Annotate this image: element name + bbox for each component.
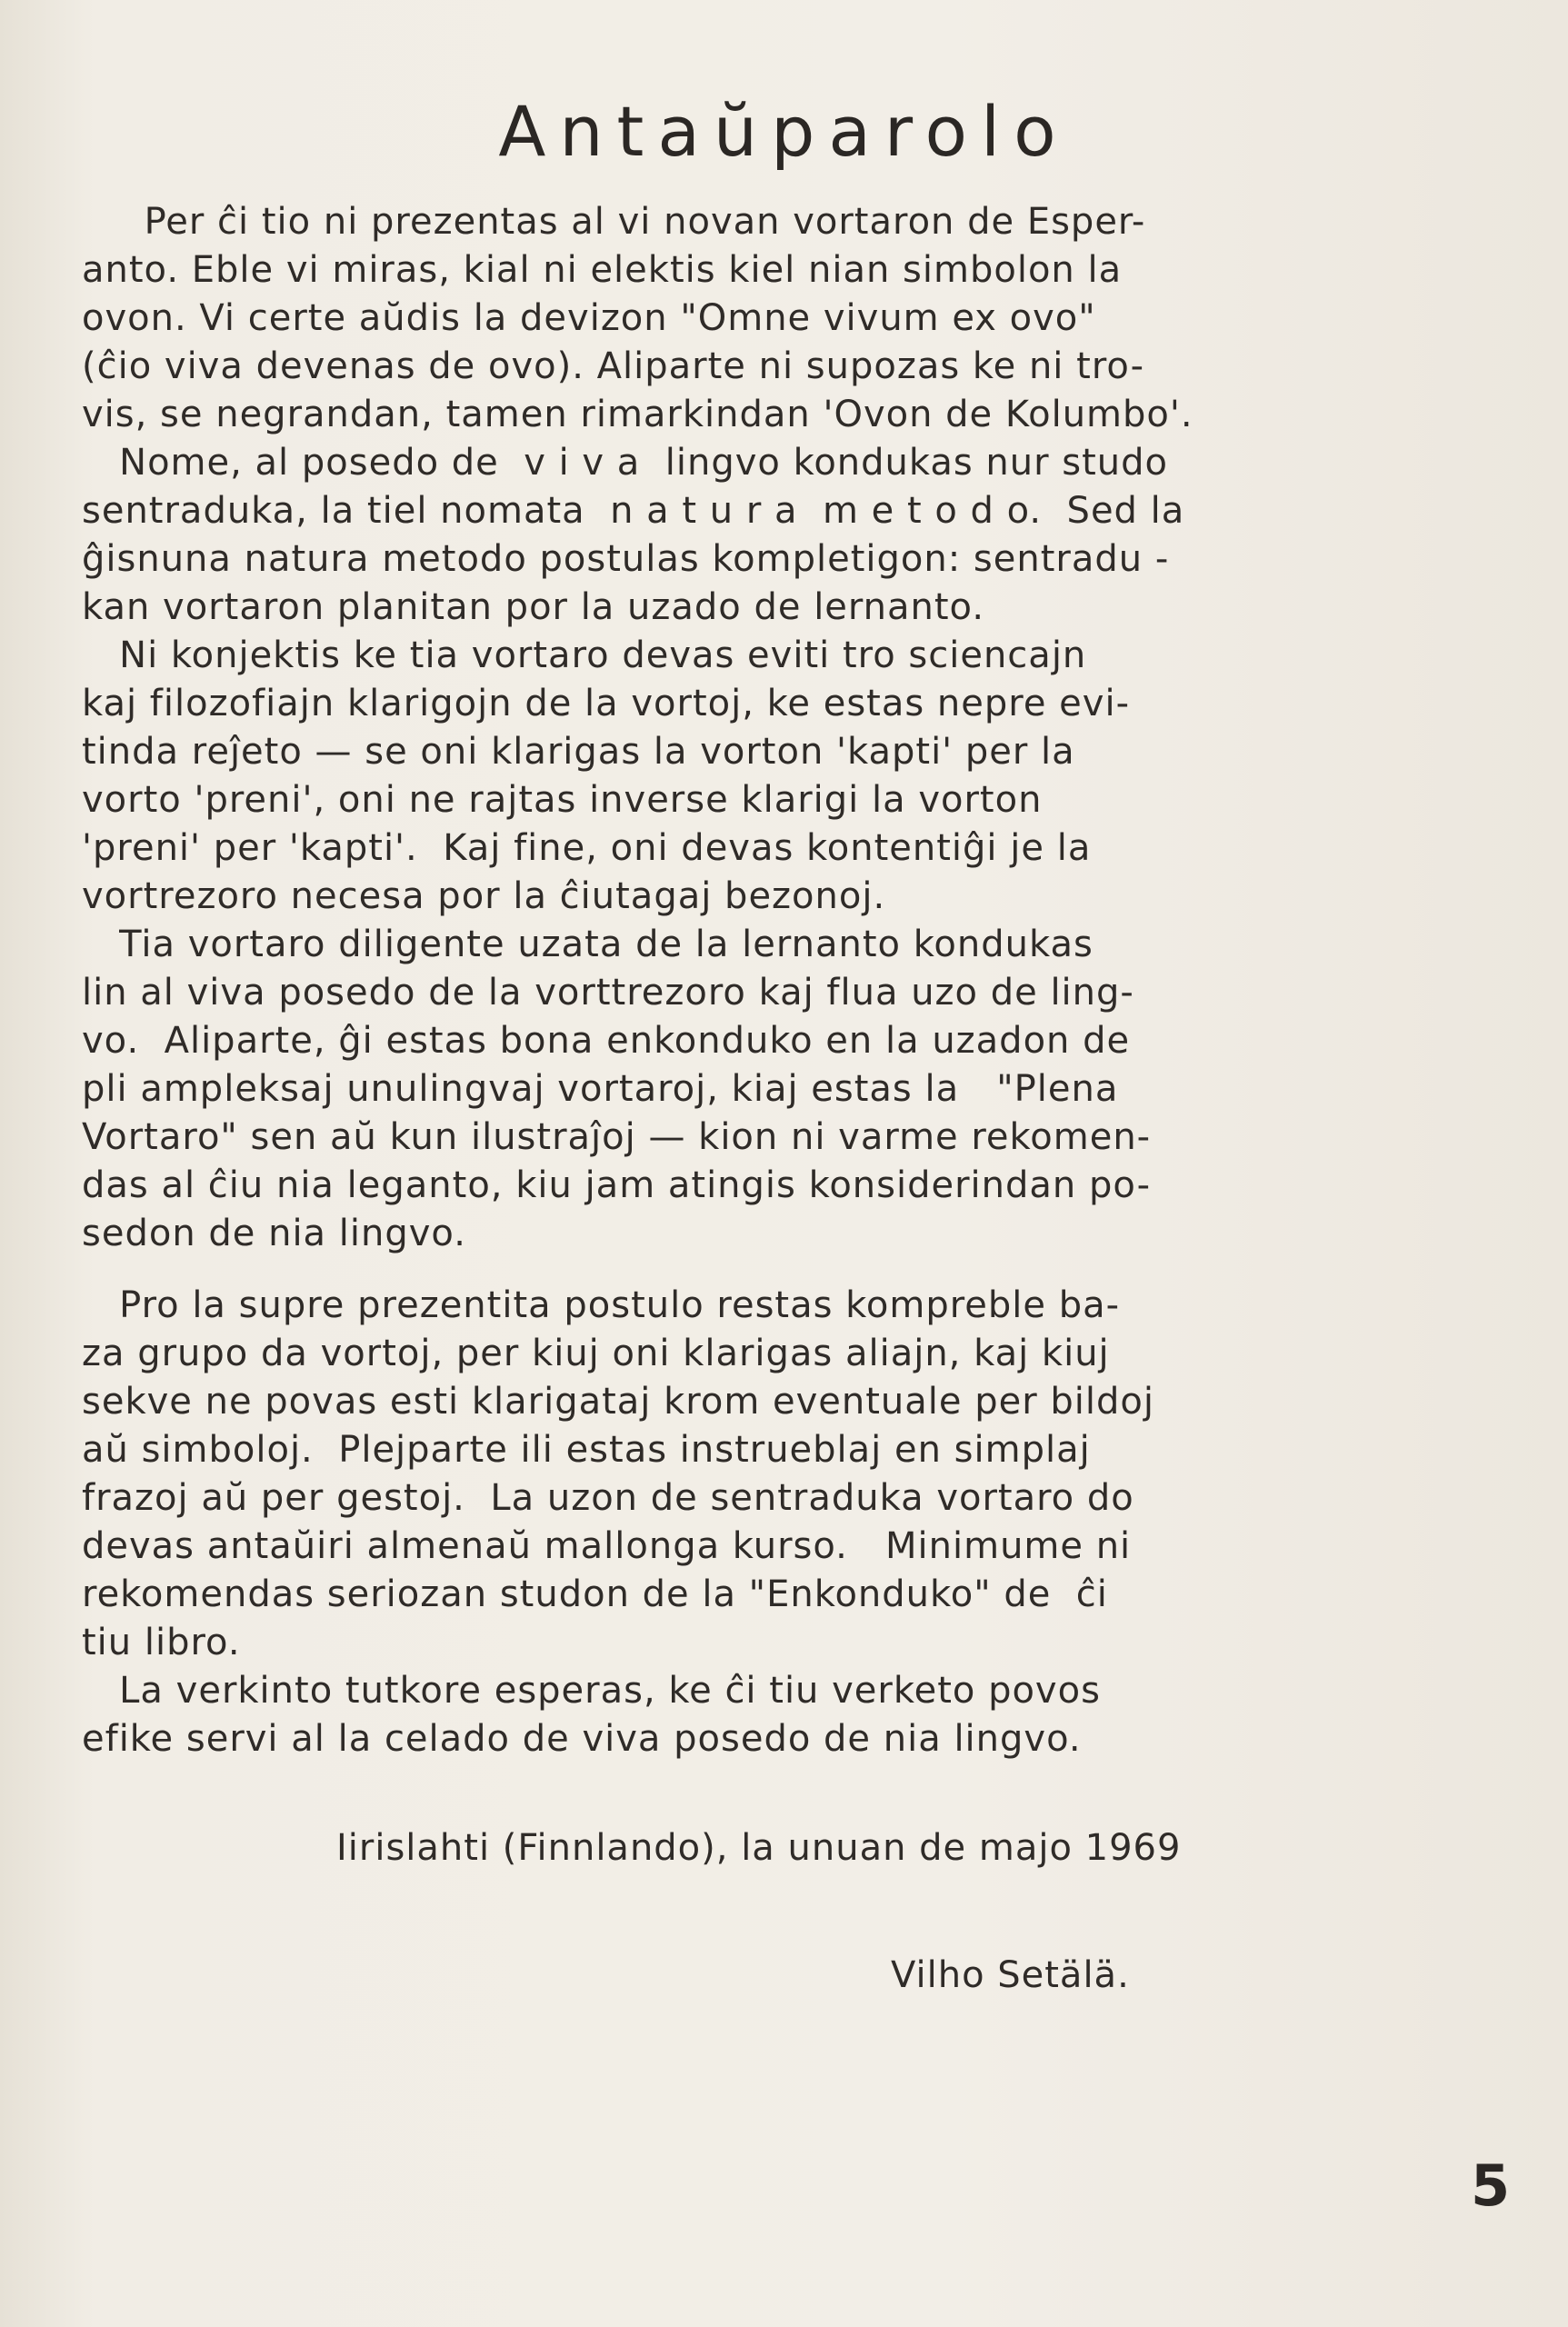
author-signature: Vilho Setälä. [891,1954,1130,1996]
paragraph-gap [82,1258,1473,1282]
text-line: za grupo da vortoj, per kiuj oni klarigas aliajn, kaj kiuj [82,1333,1110,1374]
text-line: lin al viva posedo de la vorttrezoro kaj flua uzo de ling- [82,972,1134,1014]
text-line: devas antaŭiri almenaŭ mallonga kurso. Minimume ni [82,1525,1132,1567]
text-line: anto. Eble vi miras, kial ni elektis kiel nian simbolon la [82,249,1123,291]
text-line: pli ampleksaj unulingvaj vortaroj, kiaj estas la "Plena [82,1068,1119,1110]
text-line: rekomendas seriozan studon de la "Enkonduko" de ĉi [82,1573,1108,1615]
text-line: sedon de nia lingvo. [82,1213,466,1254]
text-line: tiu libro. [82,1622,241,1663]
paragraph-4 [82,921,1473,1258]
paragraph-2 [82,439,1473,632]
text-line: Ni konjektis ke tia vortaro devas eviti tro sciencajn [82,634,1087,676]
text-line: (ĉio viva devenas de ovo). Aliparte ni supozas ke ni tro- [82,345,1145,387]
text-line: Vortaro" sen aŭ kun ilustraĵoj — kion ni varme rekomen- [82,1116,1152,1158]
text-line: tinda reĵeto — se oni klarigas la vorton 'kapti' per la [82,731,1075,773]
text-line: Tia vortaro diligente uzata de la lernanto kondukas [82,924,1094,965]
text-line: vo. Aliparte, ĝi estas bona enkonduko en la uzadon de [82,1020,1131,1062]
text-line: Nome, al posedo de v i v a lingvo kondukas nur studo [82,442,1169,484]
text-line: kan vortaron planitan por la uzado de lernanto. [82,586,985,628]
text-line: efike servi al la celado de viva posedo de nia lingvo. [82,1718,1082,1760]
text-line: La verkinto tutkore esperas, ke ĉi tiu verketo povos [82,1670,1101,1712]
paragraph-5 [82,1282,1473,1667]
text-line: Pro la supre prezentita postulo restas kompreble ba- [82,1284,1121,1326]
page-title: Antaŭparolo [498,91,1070,172]
paragraph-1 [82,198,1473,439]
text-line: ovon. Vi certe aŭdis la devizon "Omne vivum ex ovo" [82,297,1096,339]
text-line: ĝisnuna natura metodo postulas kompletigon: sentradu - [82,538,1170,580]
text-line: vis, se negrandan, tamen rimarkindan 'Ovon de Kolumbo'. [82,394,1193,435]
text-line: Per ĉi tio ni prezentas al vi novan vortaron de Esper- [82,201,1146,243]
text-line: sentraduka, la tiel nomata n a t u r a m e t o d o. Sed la [82,490,1185,532]
text-line: aŭ simboloj. Plejparte ili estas instrueblaj en simplaj [82,1429,1091,1471]
paragraph-3 [82,632,1473,921]
text-line: kaj filozofiajn klarigojn de la vortoj, ke estas nepre evi- [82,683,1131,724]
page-number: 5 [1471,2152,1511,2219]
text-line: vortrezoro necesa por la ĉiutagaj bezonoj. [82,875,886,917]
text-line: frazoj aŭ per gestoj. La uzon de sentraduka vortaro do [82,1477,1134,1519]
text-line: 'preni' per 'kapti'. Kaj fine, oni devas kontentiĝi je la [82,827,1092,869]
place-date: Iirislahti (Finnlando), la unuan de majo 1969 [336,1827,1182,1869]
text-line: das al ĉiu nia leganto, kiu jam atingis konsiderindan po- [82,1164,1152,1206]
text-line: sekve ne povas esti klarigataj krom eventuale per bildoj [82,1381,1154,1423]
paragraph-6 [82,1667,1473,1763]
preface-body [82,198,1473,1763]
text-line: vorto 'preni', oni ne rajtas inverse klarigi la vorton [82,779,1043,821]
